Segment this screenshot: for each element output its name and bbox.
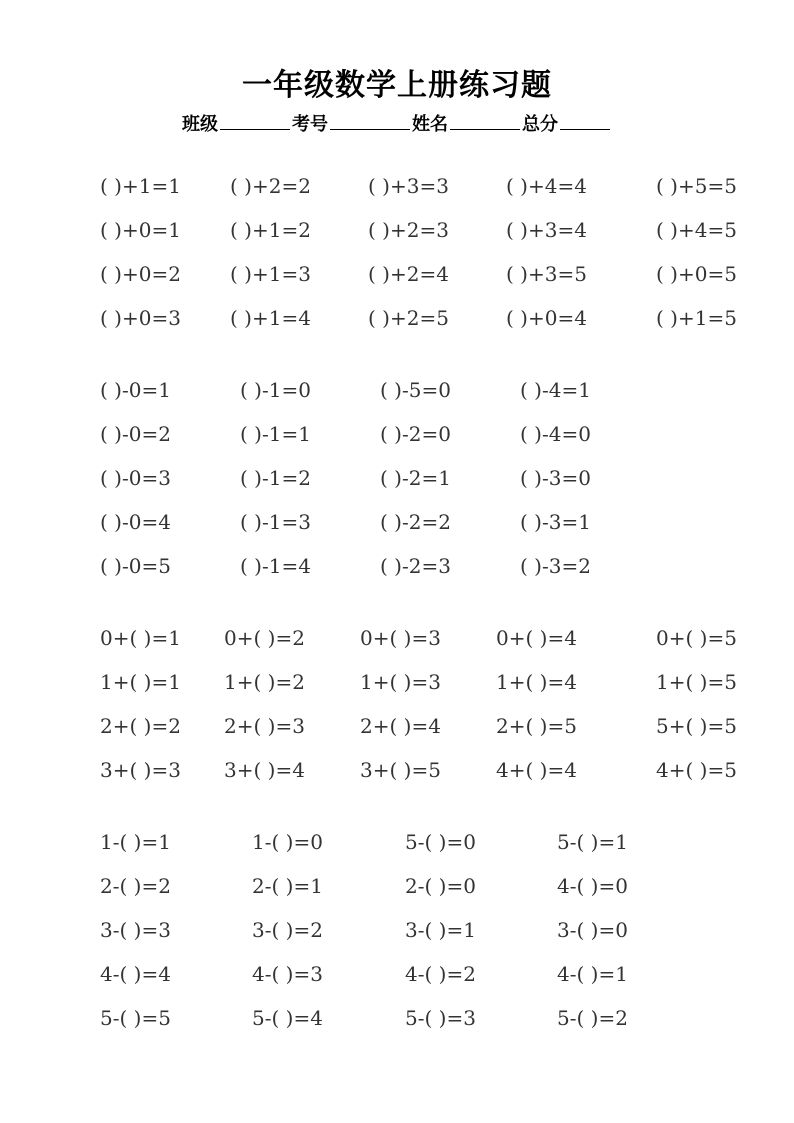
- math-problem: ( )+1=1: [100, 174, 181, 198]
- student-info-line: [0, 110, 794, 136]
- math-problem: ( )-1=0: [240, 378, 311, 402]
- math-problem: 3-( )=2: [252, 918, 323, 942]
- math-problem: 0+( )=2: [224, 626, 305, 650]
- math-problem: ( )-2=2: [380, 510, 451, 534]
- math-problem: ( )+1=2: [230, 218, 311, 242]
- math-problem: 3+( )=5: [360, 758, 441, 782]
- math-problem: 2+( )=2: [100, 714, 181, 738]
- math-problem: ( )+5=5: [656, 174, 737, 198]
- name-blank[interactable]: [450, 111, 520, 130]
- math-problem: ( )+2=2: [230, 174, 311, 198]
- math-problem: ( )+0=3: [100, 306, 181, 330]
- math-problem: 3+( )=4: [224, 758, 305, 782]
- math-problem: 2-( )=2: [100, 874, 171, 898]
- math-problem: 1-( )=1: [100, 830, 171, 854]
- class-blank[interactable]: [220, 111, 290, 130]
- math-problem: ( )+3=3: [368, 174, 449, 198]
- score-blank[interactable]: [560, 111, 610, 130]
- math-problem: ( )-0=3: [100, 466, 171, 490]
- math-problem: ( )-1=4: [240, 554, 311, 578]
- math-problem: 2-( )=0: [405, 874, 476, 898]
- math-problem: ( )-3=1: [520, 510, 591, 534]
- page-title: 一年级数学上册练习题: [242, 68, 552, 103]
- math-problem: ( )+4=4: [506, 174, 587, 198]
- math-problem: ( )-0=5: [100, 554, 171, 578]
- math-problem: ( )+0=4: [506, 306, 587, 330]
- math-problem: ( )-1=1: [240, 422, 311, 446]
- math-problem: 0+( )=3: [360, 626, 441, 650]
- math-problem: ( )+4=5: [656, 218, 737, 242]
- math-problem: 3+( )=3: [100, 758, 181, 782]
- math-problem: ( )-4=1: [520, 378, 591, 402]
- math-problem: ( )-1=3: [240, 510, 311, 534]
- math-problem: 4-( )=0: [557, 874, 628, 898]
- math-problem: 2+( )=3: [224, 714, 305, 738]
- math-problem: ( )+1=3: [230, 262, 311, 286]
- math-problem: 1+( )=1: [100, 670, 181, 694]
- math-problem: 3-( )=0: [557, 918, 628, 942]
- math-problem: 3-( )=1: [405, 918, 476, 942]
- name-label: 姓名: [412, 114, 448, 135]
- math-problem: ( )-0=1: [100, 378, 171, 402]
- math-problem: 0+( )=5: [656, 626, 737, 650]
- math-problem: ( )-1=2: [240, 466, 311, 490]
- math-problem: 4-( )=3: [252, 962, 323, 986]
- math-problem: ( )-5=0: [380, 378, 451, 402]
- math-problem: ( )+0=5: [656, 262, 737, 286]
- exam-no-blank[interactable]: [330, 111, 410, 130]
- math-problem: 1+( )=3: [360, 670, 441, 694]
- math-problem: 5-( )=3: [405, 1006, 476, 1030]
- math-problem: 4-( )=1: [557, 962, 628, 986]
- math-problem: 2-( )=1: [252, 874, 323, 898]
- math-problem: ( )+2=5: [368, 306, 449, 330]
- math-problem: 1+( )=5: [656, 670, 737, 694]
- math-problem: 0+( )=4: [496, 626, 577, 650]
- math-problem: ( )+1=4: [230, 306, 311, 330]
- math-problem: ( )+3=5: [506, 262, 587, 286]
- math-problem: 5+( )=5: [656, 714, 737, 738]
- math-problem: 5-( )=5: [100, 1006, 171, 1030]
- math-problem: 1-( )=0: [252, 830, 323, 854]
- exam-no-label: 考号: [292, 114, 328, 135]
- math-problem: 2+( )=5: [496, 714, 577, 738]
- math-problem: ( )-3=0: [520, 466, 591, 490]
- math-problem: 5-( )=2: [557, 1006, 628, 1030]
- math-problem: 4+( )=5: [656, 758, 737, 782]
- math-problem: ( )-2=1: [380, 466, 451, 490]
- math-problem: ( )-3=2: [520, 554, 591, 578]
- math-problem: ( )+3=4: [506, 218, 587, 242]
- math-problem: 5-( )=1: [557, 830, 628, 854]
- math-problem: 5-( )=0: [405, 830, 476, 854]
- math-problem: ( )-0=2: [100, 422, 171, 446]
- math-problem: ( )-0=4: [100, 510, 171, 534]
- math-problem: ( )+1=5: [656, 306, 737, 330]
- math-problem: ( )-2=0: [380, 422, 451, 446]
- math-problem: 2+( )=4: [360, 714, 441, 738]
- math-problem: 5-( )=4: [252, 1006, 323, 1030]
- math-problem: 1+( )=2: [224, 670, 305, 694]
- math-problem: ( )-2=3: [380, 554, 451, 578]
- score-label: 总分: [522, 114, 558, 135]
- class-label: 班级: [182, 114, 218, 135]
- math-problem: ( )+0=1: [100, 218, 181, 242]
- math-problem: ( )+2=3: [368, 218, 449, 242]
- math-problem: ( )+2=4: [368, 262, 449, 286]
- math-problem: 4+( )=4: [496, 758, 577, 782]
- math-problem: ( )+0=2: [100, 262, 181, 286]
- math-problem: 0+( )=1: [100, 626, 181, 650]
- math-problem: 1+( )=4: [496, 670, 577, 694]
- math-problem: 4-( )=2: [405, 962, 476, 986]
- math-problem: 3-( )=3: [100, 918, 171, 942]
- math-problem: 4-( )=4: [100, 962, 171, 986]
- math-problem: ( )-4=0: [520, 422, 591, 446]
